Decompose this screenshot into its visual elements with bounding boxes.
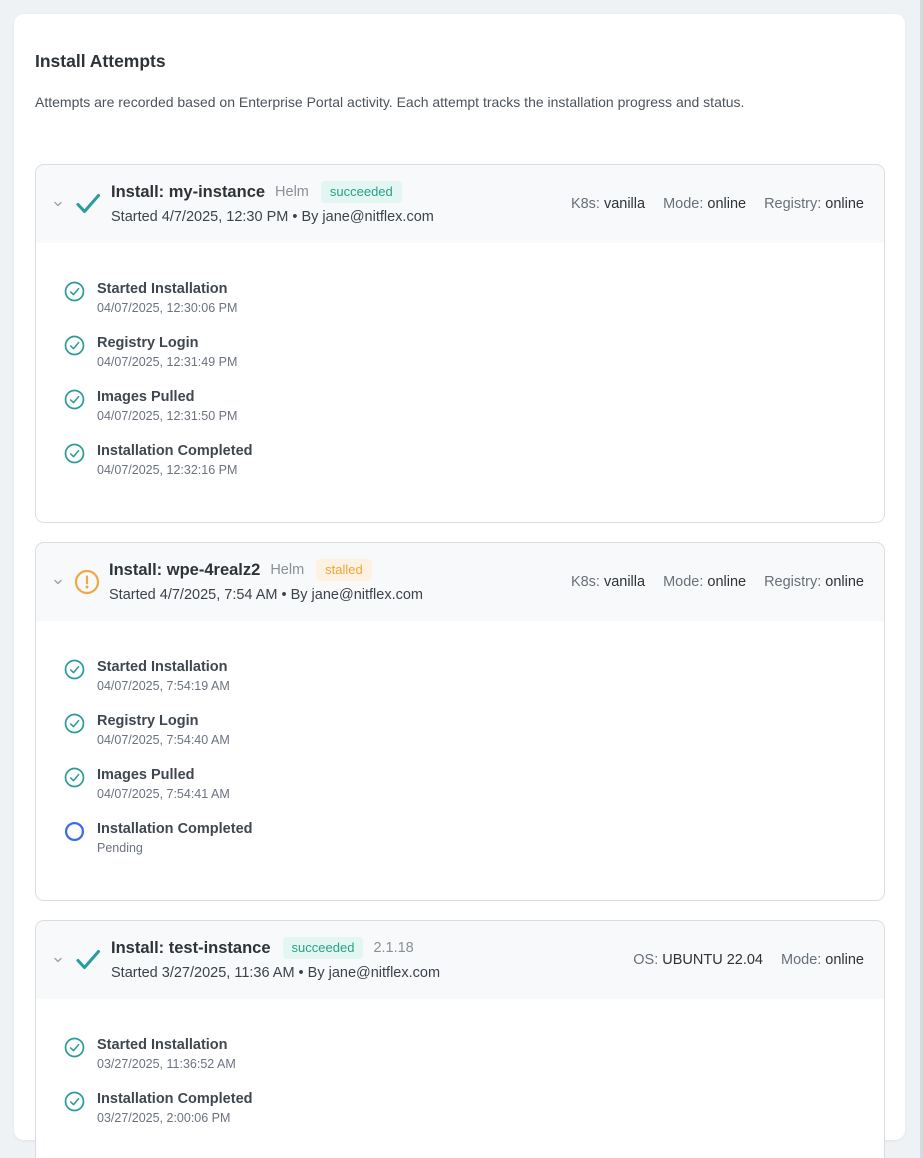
attempt-title: Install: my-instance <box>111 183 266 201</box>
attempt-title: Install: wpe-4realz2 <box>109 561 261 579</box>
install-attempt-card <box>35 164 885 523</box>
attempt-method: Helm <box>270 562 305 578</box>
status-badge: succeeded <box>321 181 402 203</box>
attempt-meta <box>571 196 864 212</box>
meta-item: K8s: vanilla <box>570 574 646 590</box>
meta-item: Mode: online <box>663 196 747 212</box>
meta-item: Registry: online <box>764 574 864 590</box>
step-time: Pending <box>97 841 143 855</box>
step-time: 04/07/2025, 12:31:49 PM <box>97 355 238 369</box>
step-label: Installation Completed <box>97 821 253 837</box>
timeline-step <box>64 334 864 370</box>
timeline-step <box>64 658 864 694</box>
step-done-icon <box>64 335 85 356</box>
attempt-meta <box>571 574 864 590</box>
timeline-step <box>64 1090 864 1126</box>
attempt-started: Started 4/7/2025, 7:54 AM • By jane@nitflex.com <box>109 587 423 603</box>
step-time: 03/27/2025, 11:36:52 AM <box>97 1057 236 1071</box>
step-label: Installation Completed <box>97 443 253 459</box>
step-done-icon <box>64 713 85 734</box>
step-time: 04/07/2025, 12:32:16 PM <box>97 463 238 477</box>
step-time: 04/07/2025, 7:54:40 AM <box>97 733 230 747</box>
timeline-step <box>64 388 864 424</box>
status-badge: succeeded <box>283 937 364 959</box>
attempt-header[interactable] <box>36 165 884 243</box>
step-time: 04/07/2025, 12:31:50 PM <box>97 409 238 423</box>
attempt-header[interactable] <box>36 543 884 621</box>
attempt-title-block <box>111 181 571 227</box>
step-done-icon <box>64 659 85 680</box>
attempt-timeline <box>36 621 884 900</box>
timeline-step <box>64 766 864 802</box>
step-label: Started Installation <box>97 659 228 675</box>
attempt-timeline <box>36 243 884 522</box>
step-label: Started Installation <box>97 1037 228 1053</box>
step-label: Images Pulled <box>97 389 195 405</box>
install-attempts-panel <box>14 14 905 1140</box>
meta-item: K8s: vanilla <box>570 196 646 212</box>
meta-item: OS: UBUNTU 22.04 <box>633 952 763 968</box>
page-description: Attempts are recorded based on Enterprise Portal activity. Each attempt tracks the installation progress and status. <box>35 94 745 110</box>
chevron-down-icon[interactable] <box>52 198 64 210</box>
step-done-icon <box>64 281 85 302</box>
step-label: Installation Completed <box>97 1091 253 1107</box>
meta-item: Mode: online <box>663 574 747 590</box>
success-check-icon <box>74 191 102 217</box>
attempt-title-block <box>111 937 633 983</box>
step-time: 04/07/2025, 7:54:41 AM <box>97 787 230 801</box>
install-attempt-card <box>35 542 885 901</box>
step-time: 04/07/2025, 12:30:06 PM <box>97 301 238 315</box>
success-check-icon <box>74 947 102 973</box>
step-done-icon <box>64 1037 85 1058</box>
attempt-meta <box>633 952 864 968</box>
step-time: 04/07/2025, 7:54:19 AM <box>97 679 230 693</box>
timeline-step <box>64 280 864 316</box>
meta-item: Mode: online <box>780 952 864 968</box>
step-done-icon <box>64 443 85 464</box>
attempt-title: Install: test-instance <box>111 939 271 957</box>
status-badge: stalled <box>316 559 372 581</box>
step-label: Registry Login <box>97 713 199 729</box>
attempt-title-block <box>109 559 571 605</box>
attempt-started: Started 4/7/2025, 12:30 PM • By jane@nitflex.com <box>111 209 434 225</box>
timeline-step <box>64 1036 864 1072</box>
timeline-step <box>64 712 864 748</box>
step-label: Images Pulled <box>97 767 195 783</box>
timeline-step <box>64 442 864 478</box>
chevron-down-icon[interactable] <box>52 576 64 588</box>
install-attempt-card <box>35 920 885 1158</box>
step-done-icon <box>64 1091 85 1112</box>
attempt-header[interactable] <box>36 921 884 999</box>
step-label: Registry Login <box>97 335 199 351</box>
meta-item: Registry: online <box>764 196 864 212</box>
step-done-icon <box>64 389 85 410</box>
step-pending-icon <box>64 821 85 842</box>
attempt-started: Started 3/27/2025, 11:36 AM • By jane@nitflex.com <box>111 965 441 981</box>
step-time: 03/27/2025, 2:00:06 PM <box>97 1111 231 1125</box>
attempt-version: 2.1.18 <box>373 940 414 956</box>
step-label: Started Installation <box>97 281 228 297</box>
attempt-method: Helm <box>275 184 309 200</box>
timeline-step <box>64 820 864 856</box>
step-done-icon <box>64 767 85 788</box>
attempt-timeline <box>36 999 884 1158</box>
warning-icon <box>74 569 100 595</box>
chevron-down-icon[interactable] <box>52 954 64 966</box>
page-title: Install Attempts <box>35 51 166 71</box>
